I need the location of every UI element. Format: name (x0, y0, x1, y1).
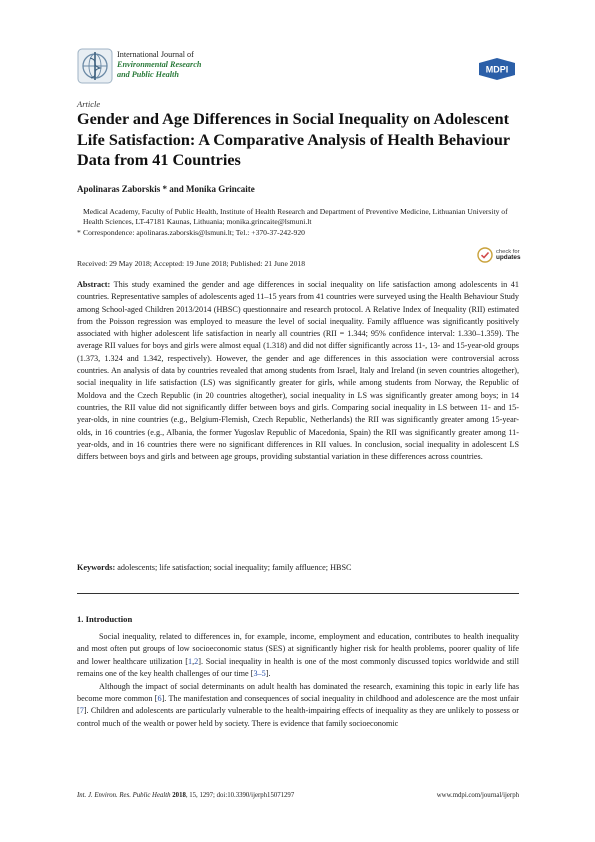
publication-dates: Received: 29 May 2018; Accepted: 19 June 2018; Published: 21 June 2018 (77, 259, 305, 268)
article-type: Article (77, 99, 101, 109)
citation-link[interactable]: 6 (157, 694, 162, 704)
keywords-label: Keywords: (77, 563, 116, 572)
check-updates-icon (477, 247, 493, 263)
page-footer (77, 792, 519, 799)
footer-journal: Int. J. Environ. Res. Public Health (77, 792, 171, 799)
abstract-text: This study examined the gender and age differences in social inequality on life satisfaction among adolescents in 41 countries. Representative samples of adolescents aged 11–15 years from 41 countries were surveyed using the Health Behaviour Study among School-aged Children 2013/2014 (HBSC) questionnaire and research protocol. A Relative Index of Inequality (RII) estimated from the Poisson regression was employed to measure the level of social inequality. Family affluence was significantly positively associated with higher adolescent life satisfaction in nearly all countries (RII = 1.344; 95% confidence interval: 1.330–1.359). The average RII values for boys and girls were almost equal (1.318) and did not differ significantly across 11-, 13- and 15-year-old groups (1.373, 1.324 and 1.342, respectively). However, the gender and age differences in this association were controversial across countries. An analysis of data by countries revealed that among students from Israel, Italy and Ireland (in seven countries altogether), social inequality in life satisfaction (LS) was significantly greater for girls, while among students from Norway, the Republic of Moldova and the Czech Republic (in 20 countries altogether), social inequality in LS was significantly greater among boys; in 14 countries, the RII value did not significantly differ between boys and girls. Comparing social inequality in LS between 11- and 15-year-olds, in nine countries (e.g., Belgium-Flemish, Czech Republic, Netherlands) the RII was significantly greater among 15-year-olds, in 16 countries (e.g., Albania, the former Yugoslav Republic of Macedonia, Spain) the RII was significantly greater among 11-year-olds, and in 16 countries there were no significant differences in RII values. In conclusion, social inequality in adolescent LS differs between boys and girls and between age groups, providing substantial variation in these differences across countries. (77, 280, 519, 462)
text-run: Social inequality, related to differences in, for example, income, employment and education, contributes to health inequality and most often put groups of low socioeconomic status (SES) at significantly higher risk for health problems, poorer quality of life and lower healthcare utilization [ (77, 632, 519, 666)
journal-name-line1: International Journal of (117, 50, 194, 59)
check-updates-badge[interactable] (477, 247, 521, 263)
check-updates-line2: updates (496, 254, 521, 261)
keywords (77, 562, 519, 574)
text-run: ]. The manifestation and consequences of social inequality in childhood and adolescence are the most unfair [ (77, 694, 519, 716)
footer-year: 2018 (172, 792, 186, 799)
citation-link[interactable]: 2 (194, 656, 199, 666)
journal-name-line2: Environmental Research (117, 60, 202, 69)
section-divider (77, 593, 519, 594)
journal-name-line3: and Public Health (117, 70, 179, 79)
authors: Apolinaras Zaborskis * and Monika Grincaite (77, 184, 255, 194)
abstract (77, 279, 519, 463)
affiliations (77, 207, 522, 238)
journal-logo-icon (77, 48, 113, 84)
mdpi-logo-icon (476, 57, 518, 81)
footer-citation (77, 792, 294, 799)
citation-link[interactable]: 3–5 (253, 669, 266, 679)
paragraph-1 (77, 631, 519, 681)
text-run: , (192, 656, 195, 666)
article-title: Gender and Age Differences in Social Inequality on Adolescent Life Satisfaction: A Comparative Analysis of Health Behaviour Data from 41 Countries (77, 110, 510, 169)
introduction-body (77, 631, 519, 730)
svg-text:MDPI: MDPI (485, 64, 509, 75)
correspondence-text: Correspondence: apolinaras.zaborskis@lsmuni.lt; Tel.: +370-37-242-920 (83, 227, 305, 237)
journal-name (117, 50, 201, 80)
affiliation-text: Medical Academy, Faculty of Public Health, Institute of Health Research and Department of Preventive Medicine, Lithuanian University of Health Sciences, LT-47181 Kaunas, Lithuania; monika.grincaite@lsmuni.lt (83, 207, 508, 227)
section-title-introduction: 1. Introduction (77, 614, 133, 624)
abstract-label: Abstract: (77, 280, 111, 289)
text-run: ]. (265, 669, 271, 679)
footer-volume: , 15, 1297; doi:10.3390/ijerph15071297 (185, 792, 295, 799)
citation-link[interactable]: 7 (79, 706, 84, 716)
paragraph-2 (77, 681, 519, 731)
citation-link[interactable]: 1 (188, 656, 193, 666)
footer-journal-url[interactable]: www.mdpi.com/journal/ijerph (436, 792, 519, 799)
text-run: ]. Social inequality in health is one of the most commonly discussed topics worldwide and still remains one of the key health challenges of our time [ (77, 656, 519, 679)
text-run: ]. Children and adolescents are particularly vulnerable to the health-impairing effects of inequality as they are unlikely to possess or control much of the wealth or power held by society. There is evidence that family socioeconomic (77, 706, 519, 728)
keywords-text: adolescents; life satisfaction; social inequality; family affluence; HBSC (117, 563, 352, 572)
check-updates-line1: check for (496, 248, 520, 255)
text-run: Although the impact of social determinants on adult health has dominated the research, examining this topic in early life has become more common [ (77, 681, 519, 704)
correspondence-marker: * (77, 227, 81, 237)
